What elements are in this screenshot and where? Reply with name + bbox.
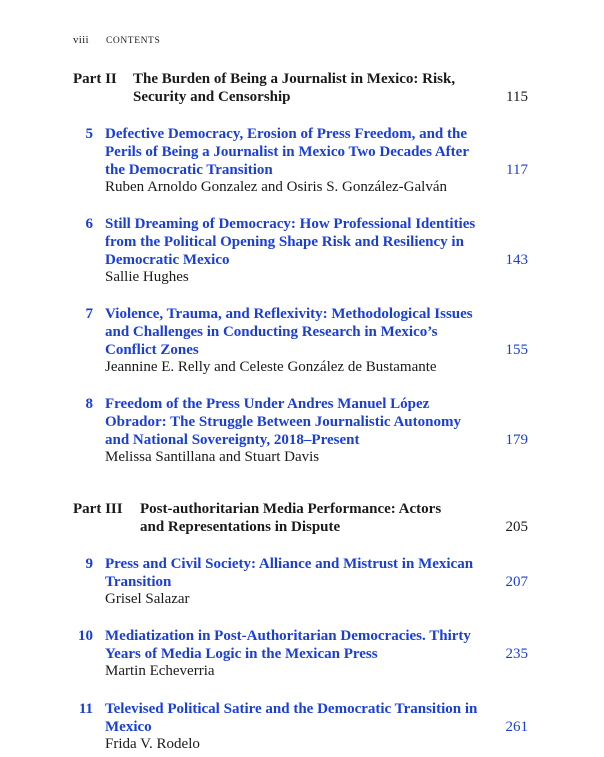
chapter-title-link[interactable]: Televised Political Satire and the Democratic Transition in Mexico (105, 701, 478, 735)
chapter-title-link[interactable]: Still Dreaming of Democracy: How Professional Identities from the Political Opening Shape Risk and Resiliency in Democratic Mexico (105, 216, 476, 268)
toc-entry-chapter-6[interactable] (73, 215, 528, 286)
running-head (73, 34, 160, 46)
chapter-authors: Martin Echeverria (105, 663, 215, 679)
chapter-number: 8 (85, 396, 93, 412)
toc-entry-chapter-5[interactable] (73, 125, 528, 196)
chapter-title-link[interactable]: Press and Civil Society: Alliance and Mistrust in Mexican Transition (105, 556, 474, 590)
chapter-number: 5 (85, 126, 93, 142)
chapter-page-link[interactable]: 235 (505, 646, 528, 662)
chapter-page-link[interactable]: 207 (505, 574, 528, 590)
chapter-authors: Melissa Santillana and Stuart Davis (105, 449, 320, 465)
chapter-page-link[interactable]: 117 (506, 162, 528, 178)
chapter-title-link[interactable]: Mediatization in Post-Authoritarian Democracies. Thirty Years of Media Logic in the Mexican Press (105, 628, 471, 662)
page-number: viii (73, 34, 89, 46)
part-heading (73, 70, 528, 106)
chapter-number: 9 (85, 556, 93, 572)
chapter-authors: Frida V. Rodelo (105, 736, 200, 752)
part-title: The Burden of Being a Journalist in Mexico: Risk, Security and Censorship (133, 71, 456, 105)
chapter-number: 10 (78, 628, 93, 644)
toc-entry-chapter-10[interactable] (73, 627, 528, 680)
part-heading (73, 500, 528, 536)
chapter-number: 6 (85, 216, 93, 232)
part-label: Part III (73, 501, 123, 517)
chapter-page-link[interactable]: 155 (505, 342, 528, 358)
part-label: Part II (73, 71, 117, 87)
toc-entry-chapter-8[interactable] (73, 395, 528, 466)
chapter-title-link[interactable]: Freedom of the Press Under Andres Manuel López Obrador: The Struggle Between Journalistic Autonomy and National Sovereignty, 2018–Present (105, 396, 461, 448)
toc-entry-chapter-9[interactable] (73, 555, 528, 608)
chapter-title-link[interactable]: Violence, Trauma, and Reflexivity: Methodological Issues and Challenges in Conducting Research in Mexico’s Conflict Zones (105, 306, 473, 358)
part-title: Post-authoritarian Media Performance: Actors and Representations in Dispute (140, 501, 442, 535)
chapter-authors: Jeannine E. Relly and Celeste González de Bustamante (105, 359, 437, 375)
chapter-page-link[interactable]: 179 (505, 432, 528, 448)
chapter-page-link[interactable]: 261 (505, 719, 528, 735)
chapter-authors: Ruben Arnoldo Gonzalez and Osiris S. González-Galván (105, 179, 447, 195)
chapter-authors: Sallie Hughes (105, 269, 189, 285)
chapter-number: 11 (78, 701, 93, 717)
chapter-title-link[interactable]: Defective Democracy, Erosion of Press Freedom, and the Perils of Being a Journalist in Mexico Two Decades After the Democratic Transition (105, 126, 469, 178)
toc-entry-chapter-11[interactable] (73, 700, 528, 753)
part-page: 115 (506, 89, 528, 105)
chapter-number: 7 (85, 306, 93, 322)
chapter-authors: Grisel Salazar (105, 591, 190, 607)
chapter-page-link[interactable]: 143 (505, 252, 528, 268)
part-page: 205 (505, 519, 528, 535)
toc-entry-chapter-7[interactable] (73, 305, 528, 376)
running-head-title: CONTENTS (105, 36, 161, 46)
